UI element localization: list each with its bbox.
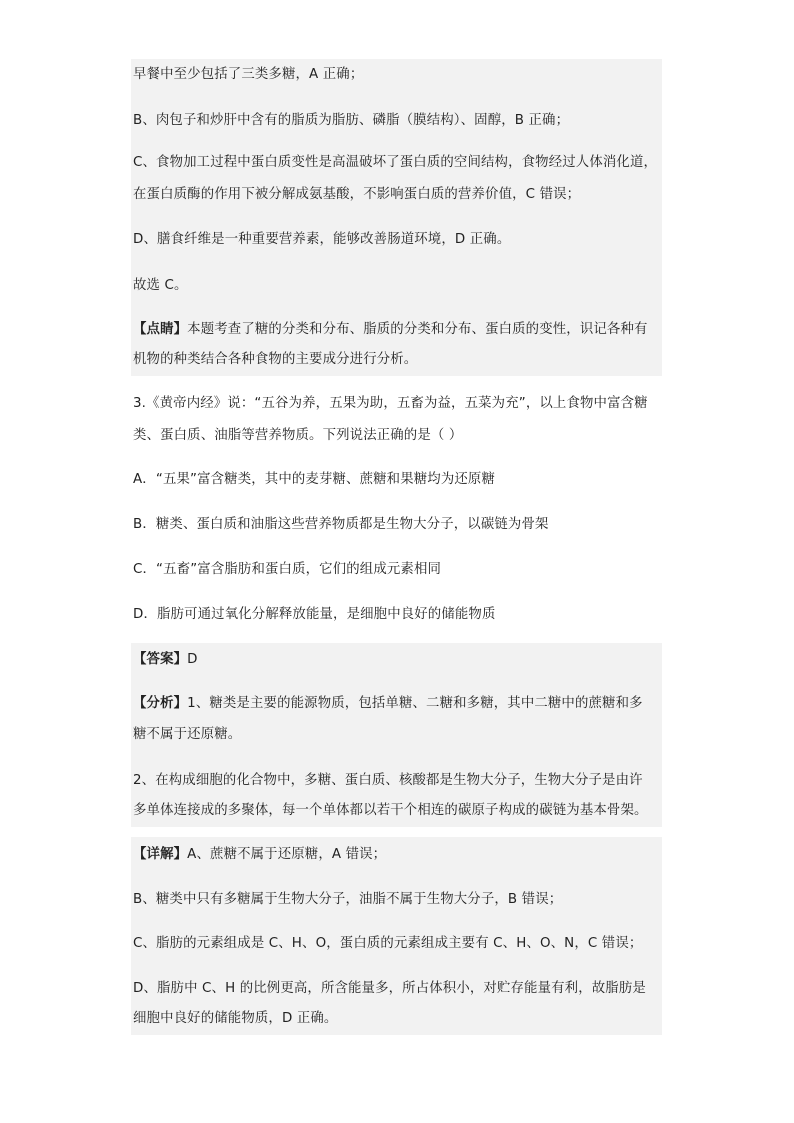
option-d <box>131 603 662 631</box>
detail-paragraph-b <box>131 881 662 925</box>
text-line: C、食物加工过程中蛋白质变性是高温破坏了蛋白质的空间结构，食物经过人体消化道， <box>133 155 658 170</box>
text-line <box>133 320 648 340</box>
text-line: C．“五畜”富含脂肪和蛋白质，它们的组成元素相同 <box>133 562 442 577</box>
option-a <box>131 468 662 496</box>
paragraph-statement-b <box>131 103 662 147</box>
text-line: 糖不属于还原糖。 <box>133 727 242 742</box>
text-line: 类、蛋白质、油脂等营养物质。下列说法正确的是（ ） <box>133 428 463 443</box>
question-stem <box>131 388 662 452</box>
section-label: 【点睛】 <box>133 322 188 337</box>
text-line: D、脂肪中 C、H 的比例更高，所含能量多，所占体积小，对贮存能量有利，故脂肪是 <box>133 981 646 996</box>
text-line: 故选 C。 <box>133 278 188 293</box>
option-c <box>131 558 662 586</box>
text-line <box>133 845 386 865</box>
text-line: D．脂肪可通过氧化分解释放能量，是细胞中良好的储能物质 <box>133 607 496 622</box>
text-span: A、蔗糖不属于还原糖，A 错误； <box>187 847 387 862</box>
text-line <box>133 694 643 714</box>
text-line: A．“五果”富含糖类，其中的麦芽糖、蔗糖和果糖均为还原糖 <box>133 472 495 487</box>
paragraph-key-point <box>131 308 662 376</box>
text-line: B、肉包子和炒肝中含有的脂质为脂肪、磷脂（膜结构）、固醇，B 正确； <box>133 113 570 128</box>
text-line: B、糖类中只有多糖属于生物大分子，油脂不属于生物大分子，B 错误； <box>133 892 563 907</box>
detail-paragraph-c <box>131 925 662 969</box>
text-line: B．糖类、蛋白质和油脂这些营养物质都是生物大分子，以碳链为骨架 <box>133 517 549 532</box>
text-line: 早餐中至少包括了三类多糖，A 正确； <box>133 67 364 82</box>
text-line: 2、在构成细胞的化合物中，多糖、蛋白质、核酸都是生物大分子，生物大分子是由许 <box>133 773 643 788</box>
text-line: D、膳食纤维是一种重要营养素，能够改善肠道环境，D 正确。 <box>133 232 511 247</box>
text-span: D <box>187 652 198 667</box>
section-label: 【分析】 <box>133 696 188 711</box>
paragraph-conclusion-a <box>131 59 662 103</box>
text-line: 多单体连接成的多聚体，每一个单体都以若干个相连的碳原子构成的碳链为基本骨架。 <box>133 803 648 818</box>
detail-paragraph-d <box>131 969 662 1035</box>
text-line: 在蛋白质酶的作用下被分解成氨基酸，不影响蛋白质的营养价值，C 错误； <box>133 187 581 202</box>
answer-paragraph <box>131 643 662 685</box>
text-line: C、脂肪的元素组成是 C、H、O，蛋白质的元素组成主要有 C、H、O、N，C 错误； <box>133 936 643 951</box>
text-line: 3.《黄帝内经》说：“五谷为养，五果为助，五畜为益，五菜为充”，以上食物中富含糖 <box>133 396 648 411</box>
analysis-paragraph <box>131 685 662 755</box>
analysis-paragraph-2 <box>131 755 662 827</box>
section-label: 【答案】 <box>133 652 188 667</box>
text-line: 机物的种类结合各种食物的主要成分进行分析。 <box>133 352 418 367</box>
paragraph-statement-d <box>131 218 662 266</box>
text-span: 1、糖类是主要的能源物质，包括单糖、二糖和多糖，其中二糖中的蔗糖和多 <box>187 696 643 711</box>
text-span: 本题考查了糖的分类和分布、脂质的分类和分布、蛋白质的变性，识记各种有 <box>187 322 648 337</box>
text-line: 细胞中良好的储能物质，D 正确。 <box>133 1011 338 1026</box>
option-b <box>131 513 662 541</box>
text-line <box>133 650 198 670</box>
detail-paragraph-a <box>131 837 662 881</box>
paragraph-choice <box>131 266 662 308</box>
section-label: 【详解】 <box>133 847 188 862</box>
paragraph-statement-c <box>131 147 662 218</box>
